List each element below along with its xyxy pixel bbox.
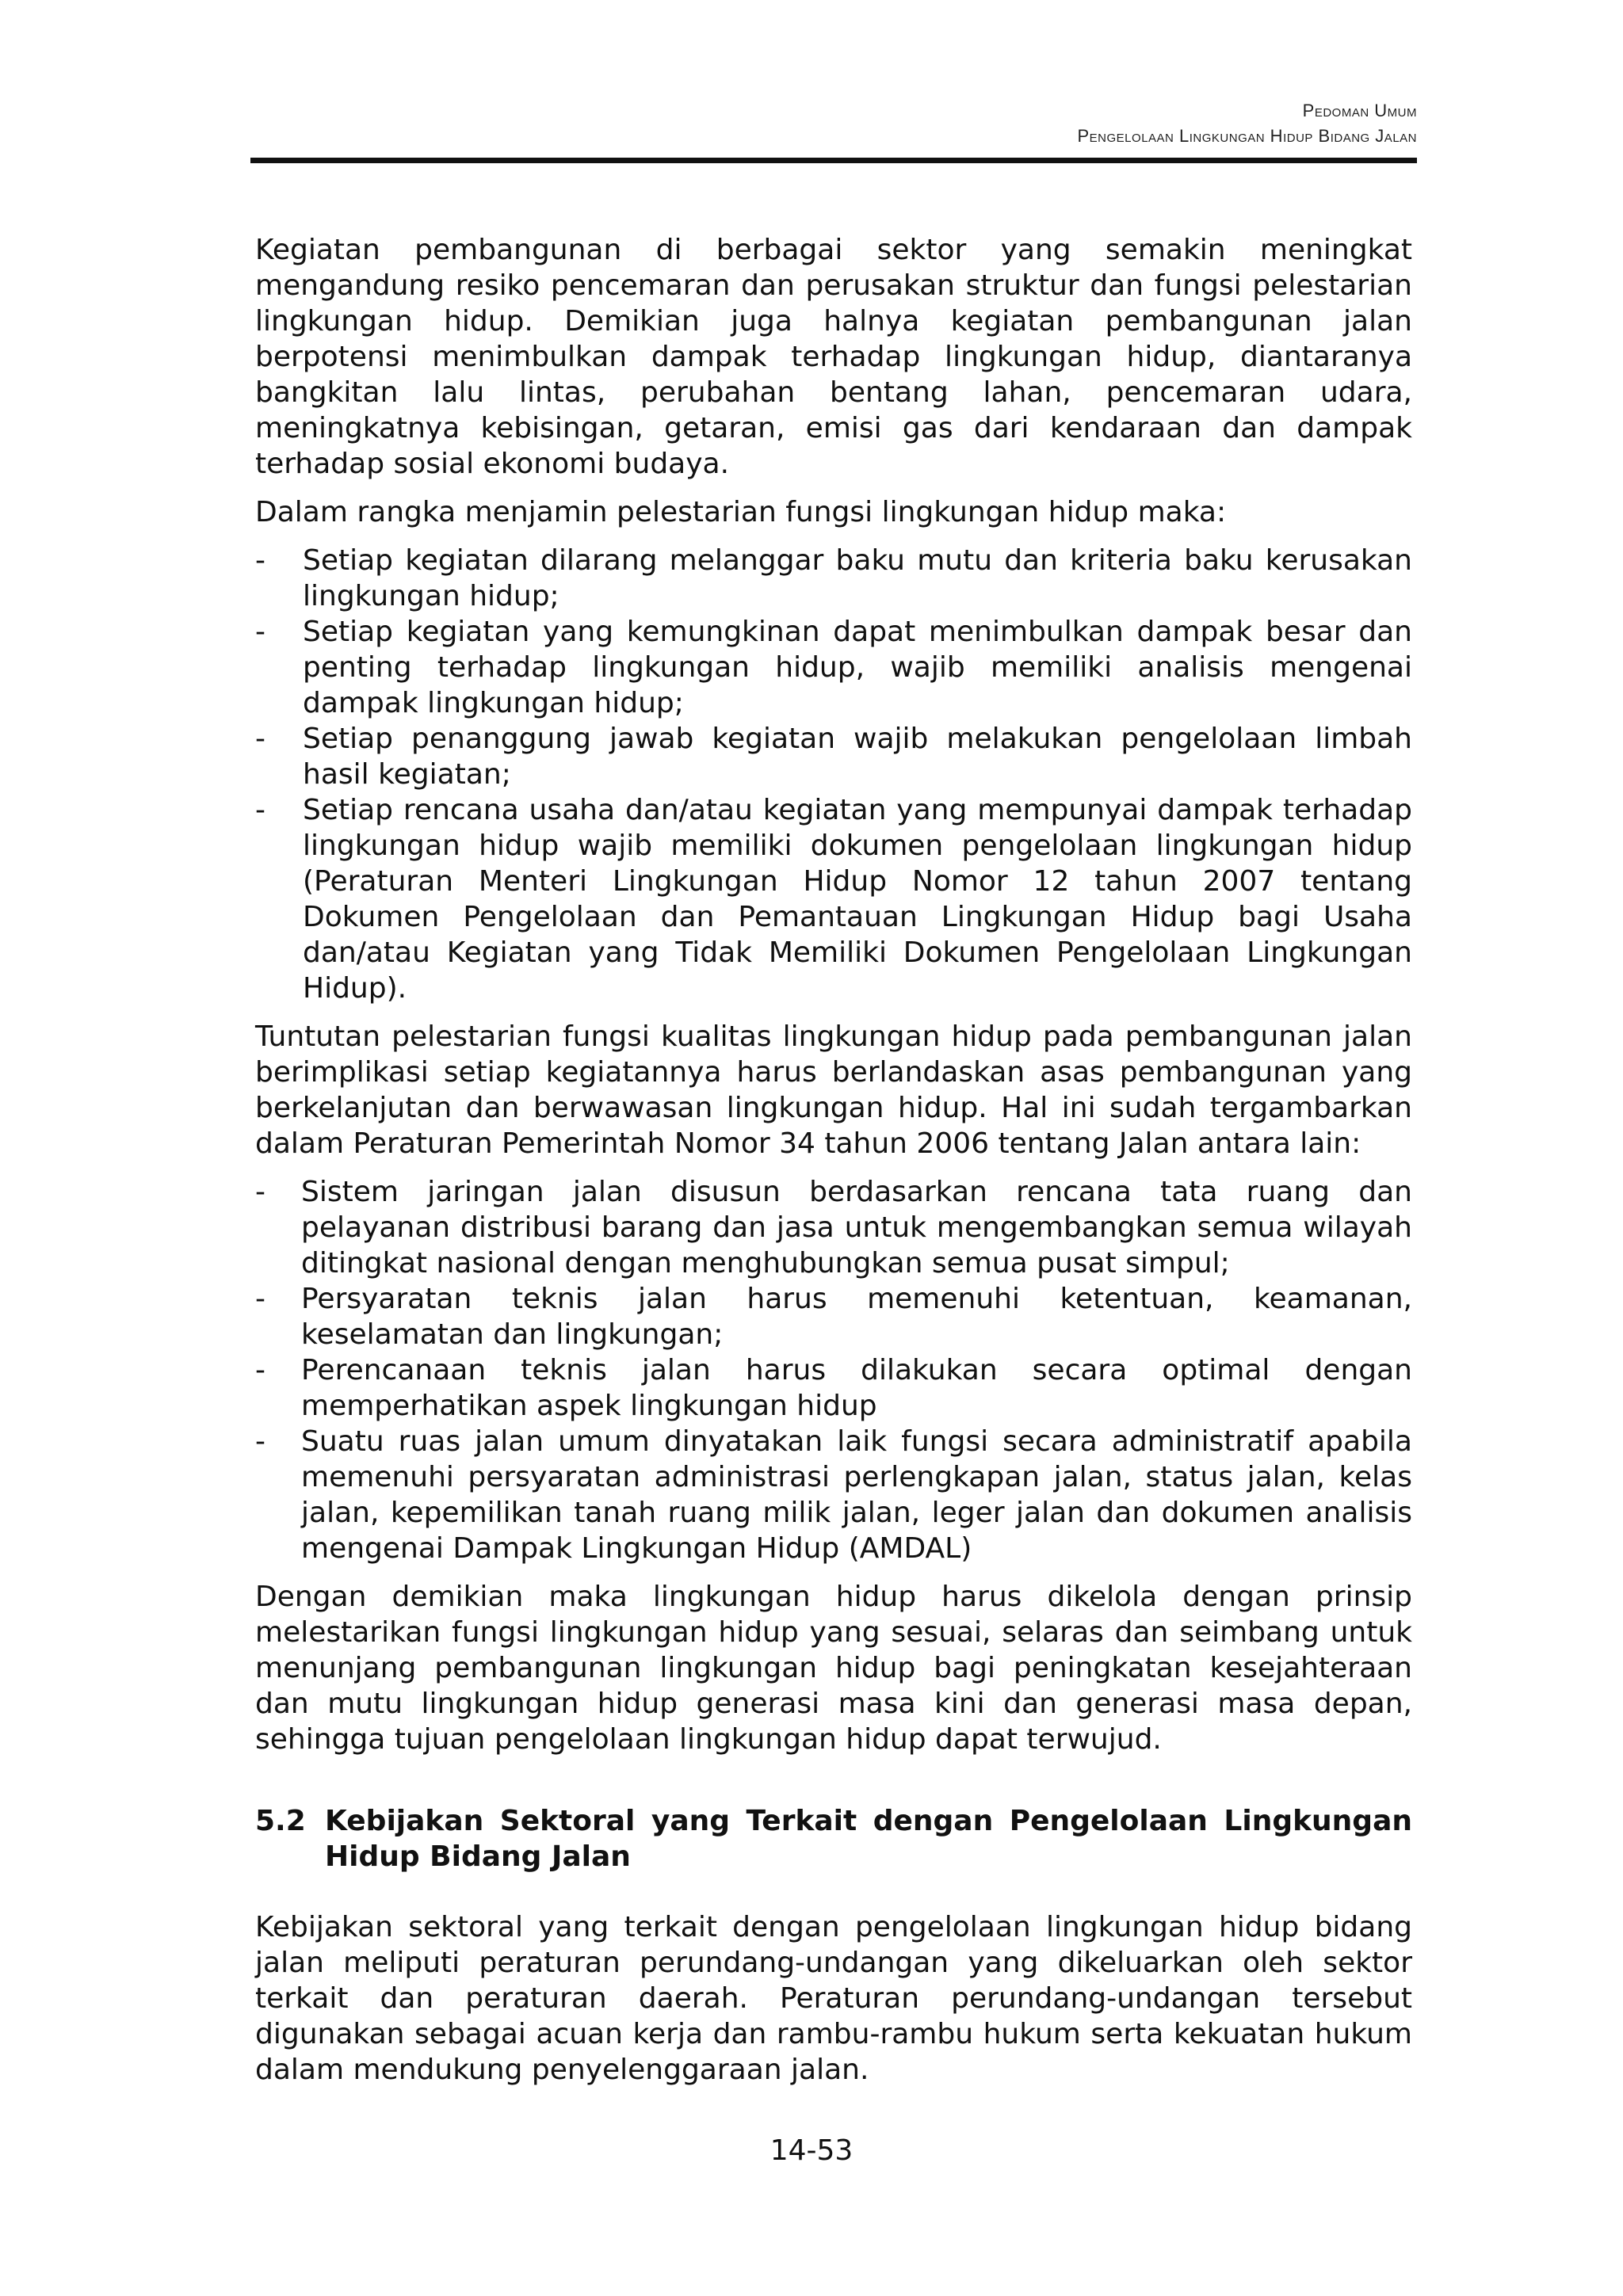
dash-bullet: - — [255, 1354, 265, 1386]
dash-bullet: - — [255, 544, 265, 577]
section-title: Kebijakan Sektoral yang Terkait dengan Pengelolaan Lingkungan Hidup Bidang Jalan — [325, 1805, 1412, 1873]
list-item-text: Setiap kegiatan dilarang melanggar baku mutu dan kriteria baku kerusakan lingkungan hidup; — [303, 544, 1412, 612]
dash-bullet: - — [255, 794, 265, 826]
requirements-list — [255, 543, 1412, 1006]
dash-bullet: - — [255, 1283, 265, 1315]
regulation-list — [255, 1174, 1412, 1566]
header-line-2: Pengelolaan Lingkungan Hidup Bidang Jalan — [1077, 126, 1417, 146]
page-number: 14-53 — [769, 2134, 854, 2167]
list-item-text: Suatu ruas jalan umum dinyatakan laik fungsi secara administratif apabila memenuhi persyaratan administrasi perlengkapan jalan, status jalan, kelas jalan, kepemilikan tanah ruang milik jalan, leger jalan dan dokumen analisis mengenai Dampak Lingkungan Hidup (AMDAL) — [301, 1425, 1412, 1565]
section-heading — [255, 1803, 1412, 1875]
section-number: 5.2 — [255, 1805, 306, 1837]
running-header — [250, 98, 1417, 149]
header-rule — [250, 158, 1417, 163]
list-item-text: Setiap rencana usaha dan/atau kegiatan yang mempunyai dampak terhadap lingkungan hidup wajib memiliki dokumen pengelolaan lingkungan hidup (Peraturan Menteri Lingkungan Hidup Nomor 12 tahun 2007 tentang Dokumen Pengelolaan dan Pemantauan Lingkungan Hidup bagi Usaha dan/atau Kegiatan yang Tidak Memiliki Dokumen Pengelolaan Lingkungan Hidup). — [303, 794, 1412, 1005]
paragraph-section-body: Kebijakan sektoral yang terkait dengan pengelolaan lingkungan hidup bidang jalan meliputi peraturan perundang-undangan yang dikeluarkan oleh sektor terkait dan peraturan daerah. Peraturan perundang-undangan tersebut digunakan sebagai acuan kerja dan rambu-rambu hukum serta kekuatan hukum dalam mendukung penyelenggaraan jalan. — [255, 1911, 1412, 2086]
list-item — [255, 543, 1412, 614]
list-item — [255, 1352, 1412, 1424]
paragraph-list-intro: Dalam rangka menjamin pelestarian fungsi lingkungan hidup maka: — [255, 496, 1227, 528]
list-item — [255, 721, 1412, 792]
page-body — [255, 232, 1412, 2100]
header-line-1: Pedoman Umum — [1302, 101, 1417, 120]
list-item-text: Setiap kegiatan yang kemungkinan dapat menimbulkan dampak besar dan penting terhadap lingkungan hidup, wajib memiliki analisis mengenai dampak lingkungan hidup; — [303, 616, 1412, 719]
dash-bullet: - — [255, 1425, 265, 1458]
list-item — [255, 614, 1412, 721]
list-item — [255, 1424, 1412, 1566]
paragraph-conclusion: Dengan demikian maka lingkungan hidup harus dikelola dengan prinsip melestarikan fungsi lingkungan hidup yang sesuai, selaras dan seimbang untuk menunjang pembangunan lingkungan hidup bagi peningkatan kesejahteraan dan mutu lingkungan hidup generasi masa kini dan generasi masa depan, sehingga tujuan pengelolaan lingkungan hidup dapat terwujud. — [255, 1581, 1412, 1756]
list-item-text: Persyaratan teknis jalan harus memenuhi ketentuan, keamanan, keselamatan dan lingkungan; — [301, 1283, 1412, 1351]
paragraph-regulation: Tuntutan pelestarian fungsi kualitas lingkungan hidup pada pembangunan jalan berimplikasi setiap kegiatannya harus berlandaskan asas pembangunan yang berkelanjutan dan berwawasan lingkungan hidup. Hal ini sudah tergambarkan dalam Peraturan Pemerintah Nomor 34 tahun 2006 tentang Jalan antara lain: — [255, 1020, 1412, 1160]
list-item — [255, 1174, 1412, 1281]
paragraph-intro: Kegiatan pembangunan di berbagai sektor yang semakin meningkat mengandung resiko pencemaran dan perusakan struktur dan fungsi pelestarian lingkungan hidup. Demikian juga halnya kegiatan pembangunan jalan berpotensi menimbulkan dampak terhadap lingkungan hidup, diantaranya bangkitan lalu lintas, perubahan bentang lahan, pencemaran udara, meningkatnya kebisingan, getaran, emisi gas dari kendaraan dan dampak terhadap sosial ekonomi budaya. — [255, 234, 1412, 480]
dash-bullet: - — [255, 616, 265, 648]
list-item — [255, 1281, 1412, 1352]
list-item-text: Perencanaan teknis jalan harus dilakukan secara optimal dengan memperhatikan aspek lingkungan hidup — [301, 1354, 1412, 1422]
dash-bullet: - — [255, 723, 265, 755]
list-item — [255, 792, 1412, 1006]
dash-bullet: - — [255, 1176, 265, 1208]
list-item-text: Sistem jaringan jalan disusun berdasarkan rencana tata ruang dan pelayanan distribusi barang dan jasa untuk mengembangkan semua wilayah ditingkat nasional dengan menghubungkan semua pusat simpul; — [301, 1176, 1412, 1280]
list-item-text: Setiap penanggung jawab kegiatan wajib melakukan pengelolaan limbah hasil kegiatan; — [303, 723, 1412, 791]
